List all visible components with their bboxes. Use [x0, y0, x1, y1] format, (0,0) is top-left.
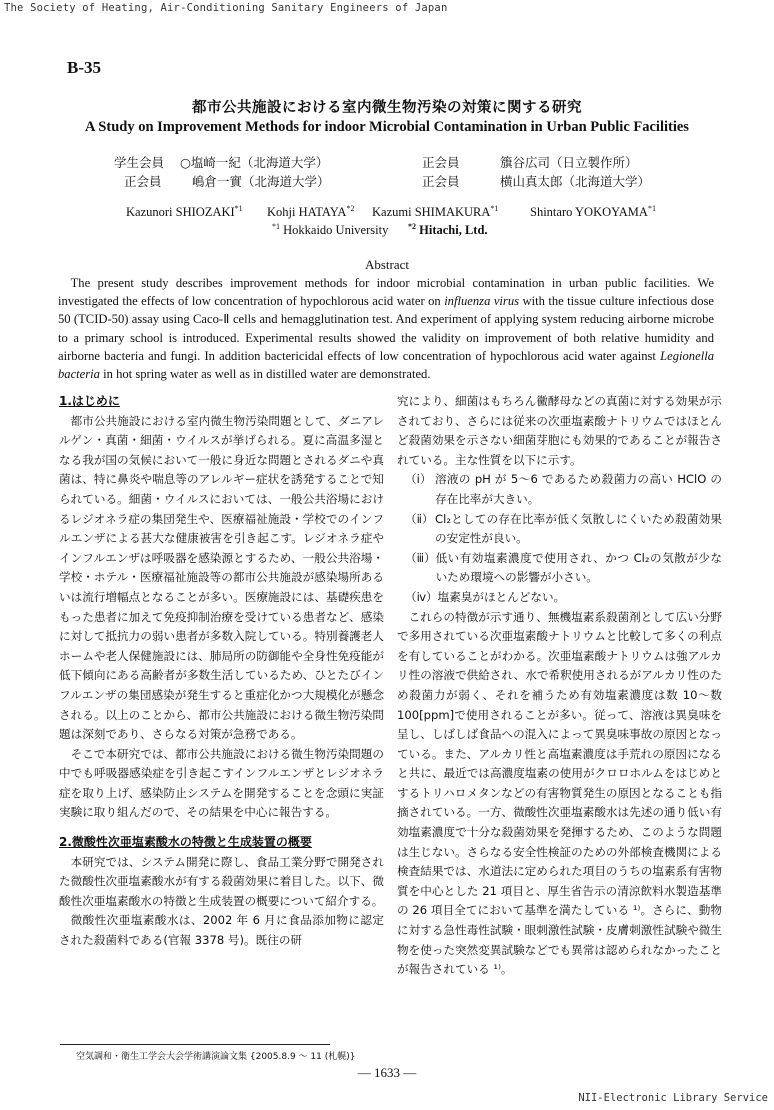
paper-id: B-35 [67, 58, 101, 77]
right-column [397, 392, 722, 980]
list-item: （ⅲ） 低い有効塩素濃度で使用され、かつ Cl₂の気散が少ないため環境への影響が小さい。 [405, 550, 722, 585]
paragraph: これらの特徴が示す通り、無機塩素系殺菌剤として広い分野で多用されている次亜塩素酸ナトリウムと比較して多くの利点を有していることがわかる。次亜塩素酸ナトリウムは強アルカリ性の溶液で供給され、水で希釈使用されるがアルカリ性のため殺菌力が弱く、それを補うため有効塩素濃度は数 10〜数100[ppm]で使用されることが多い。従って、溶液は異臭味を呈し、しばしば食品への混入によって異臭味事故の原因となっている。また、アルカリ性と高塩素濃度は手荒れの原因になると共に、最近では高濃度塩素の使用がクロロホルムをはじめとするトリハロメタンなどの有害物質発生の原因となることも指摘されている。一方、微酸性次亜塩素酸水は先述の通り低い有効塩素濃度で十分な殺菌効果を発揮するため、このような問題は生じない。さらなる安全性検証のための外部検査機関による検査結果では、水道法に定められた項目のうちの塩素系有害物質を中心とした 21 項目と、厚生省告示の清涼飲料水製造基準の 26 項目全てにおいて基準を満たしている ¹⁾。さらに、動物に対する急性毒性試験・眼刺激性試験・皮膚刺激性試験や微生物を使った突然変異試験などでも異常は認められなかったことが報告されている ¹⁾。 [397, 609, 722, 977]
library-credit: NII-Electronic Library Service [578, 1092, 768, 1104]
paragraph: 究により、細菌はもちろん黴酵母などの真菌に対する効果が示されており、さらには従来の次亜塩素酸ナトリウムではほとんど殺菌効果を示さない細菌芽胞にも効果的であることが報告されている。主な性質を以下に示す。 [397, 394, 722, 467]
paragraph: 都市公共施設における室内微生物汚染問題として、ダニアレルゲン・真菌・細菌・ウイルスが挙げられる。夏に高温多湿となる我が国の気候において一般に身近な問題とされるダニや真菌は、特に鼻炎や喘息等のアレルギー症状を誘発することで知られている。細菌・ウイルスにおいては、一般公共浴場におけるレジオネラ症の集団発生や、医療福祉施設・学校でのインフルエンザによる甚大な健康被害を引き起こす。レジオネラ症やインフルエンザは呼吸器を感染源とするため、一般公共浴場・学校・ホテル・医療福祉施設等の都市公共施設が感染場所あるいは流行増幅点となることが多い。医療施設には、基礎疾患をもった患者に加えて免疫抑制治療を受けている患者など、感染に対して抵抗力の弱い患者が多数入院している。特別養護老人ホームや老人保健施設には、肺局所の防御能や全身性免疫能が低下傾向にある高齢者が多数生活しているため、ひとたびインフルエンザの集団感染が発生すると重症化かつ大規模化が懸念される。以上のことから、都市公共施設における微生物汚染問題は深刻であり、さらなる対策が急務である。 [59, 413, 384, 742]
author-name: 嶋倉一實（北海道大学） [192, 174, 330, 189]
page-number: ― 1633 ― [357, 1065, 417, 1080]
footnote-rule [60, 1044, 330, 1045]
author-romanized: Shintaro YOKOYAMA$^{*1}$ [530, 204, 656, 220]
section-heading: 2.微酸性次亜塩素酸水の特徴と生成装置の概要 [59, 835, 312, 850]
author-romanized: Kohji HATAYA$^{*2}$ [267, 204, 355, 220]
abstract-heading: Abstract [364, 257, 410, 272]
section-heading: 1.はじめに [59, 394, 120, 408]
author-name: 横山真太郎（北海道大学） [500, 174, 651, 189]
author-romanized: Kazumi SHIMAKURA$^{*1}$ [372, 204, 499, 220]
author-romanized: Kazunori SHIOZAKI$^{*1}$ [126, 204, 243, 220]
author-name: ○塩崎一紀（北海道大学） [180, 155, 329, 170]
author-role: 正会員 [422, 155, 460, 170]
author-name: 籏谷広司（日立製作所） [500, 155, 638, 170]
list-item: （ⅰ） 溶液の pH が 5〜6 であるため殺菌力の高い HClO の存在比率が大きい。 [405, 472, 722, 506]
affiliation: $^{*1}$ Hokkaido University [272, 222, 389, 238]
author-role: 正会員 [422, 174, 460, 189]
left-column [59, 392, 384, 951]
title-japanese: 都市公共施設における室内微生物汚染の対策に関する研究 [192, 100, 582, 116]
affiliation: $^{*2}$ Hitachi, Ltd. [408, 222, 488, 238]
paragraph: 本研究では、システム開発に際し、食品工業分野で開発された微酸性次亜塩素酸水が有する殺菌効果に着目した。以下、微酸性次亜塩素酸水の特徴と生成装置の概要について紹介する。 [59, 854, 384, 908]
author-role: 学生会員 [114, 155, 165, 170]
list-item: （ⅳ） 塩素臭がほとんどない。 [405, 589, 566, 604]
author-role: 正会員 [124, 174, 162, 189]
abstract-body: The present study describes improvement methods for indoor microbial contamination in urban public facilities. We investigated the effects of low concentration of hypochlorous acid water on influenza virus with the tissue culture infectious dose 50 (TCID-50) assay using Caco-Ⅱ cells and hemagglutination test. And experiment of applying system reducing airborne microbe to a primary school is introduced. Experimental results showed the validity on improvement of both relative humidity and airborne bacteria and fungi. In addition bactericidal effects of low concentration of hypochlorous acid water against Legionella bacteria in hot spring water as well as in distilled water are demonstrated. [58, 276, 714, 382]
footnote: 空気調和・衛生工学会大会学術講演論文集 {2005.8.9 ～ 11 (札幌)} [76, 1052, 356, 1062]
title-english: A Study on Improvement Methods for indoor Microbial Contamination in Urban Public Facilities [85, 119, 689, 135]
list-item: （ⅱ） Cl₂としての存在比率が低く気散しにくいため殺菌効果の安定性が良い。 [405, 511, 722, 546]
paragraph: 微酸性次亜塩素酸水は、2002 年 6 月に食品添加物に認定された殺菌料である(官報 3378 号)。既往の研 [59, 913, 384, 948]
society-header: The Society of Heating, Air-Conditioning Sanitary Engineers of Japan [4, 2, 448, 14]
paragraph: そこで本研究では、都市公共施設における微生物汚染問題の中でも呼吸器感染症を引き起こすインフルエンザとレジオネラ症を取り上げ、感染防止システムを開発することを念頭に実証実験に取り組んだので、その結果を中心に報告する。 [59, 746, 384, 820]
